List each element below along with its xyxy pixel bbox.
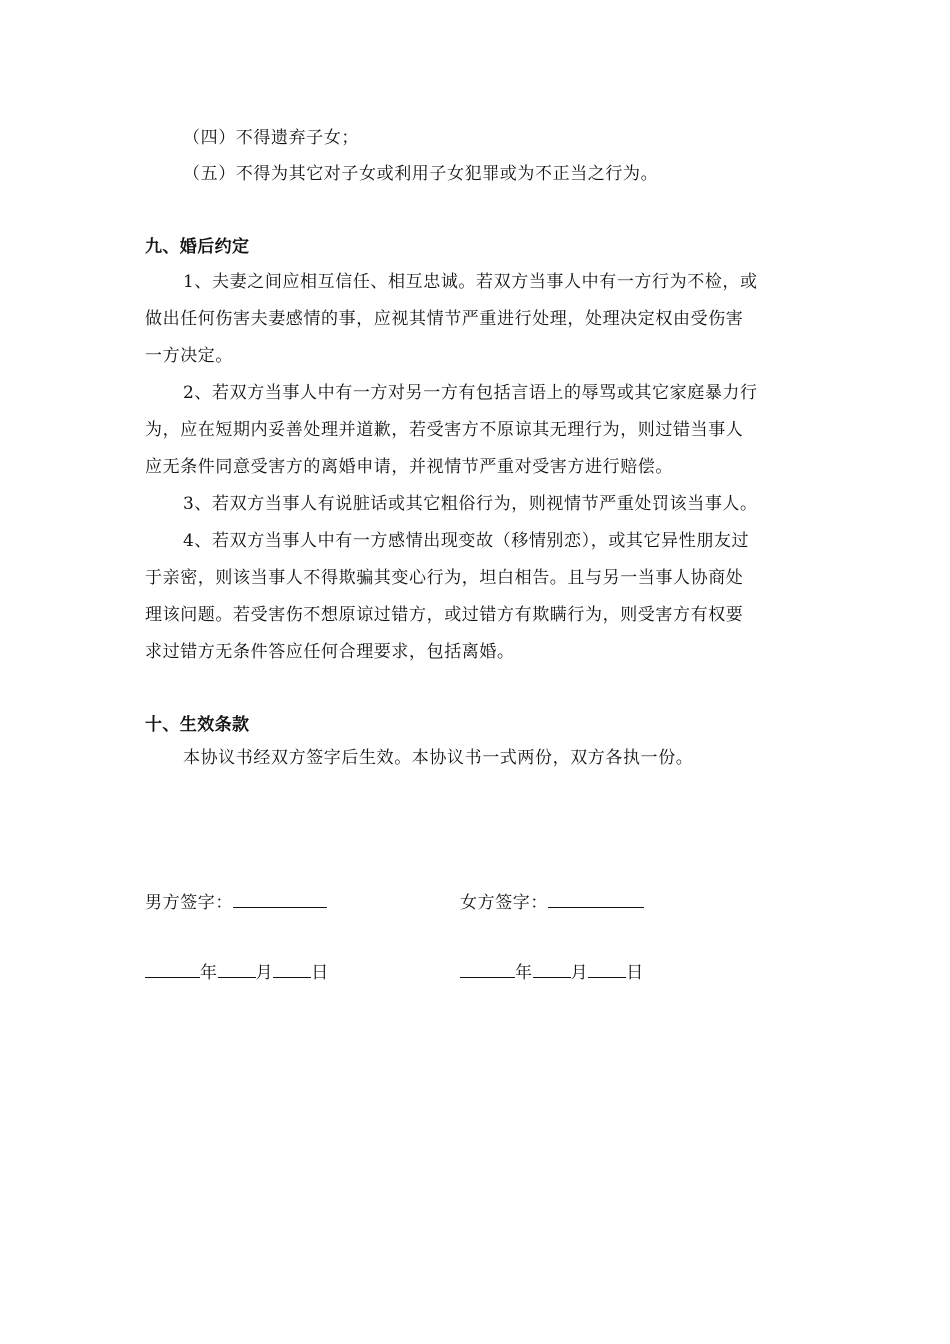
section-10-heading: 十、生效条款 <box>145 715 250 735</box>
section-9-p4-line4: 求过错方无条件答应任何合理要求，包括离婚。 <box>145 642 515 662</box>
section-9-p2-line2: 为，应在短期内妥善处理并道歉，若受害方不原谅其无理行为，则过错当事人 <box>145 420 744 440</box>
section-9-p4-line3: 理该问题。若受害伤不想原谅过错方，或过错方有欺瞒行为，则受害方有权要 <box>145 605 744 625</box>
male-date-year-label: 年 <box>200 963 218 983</box>
male-signature-blank[interactable] <box>233 891 327 908</box>
section-9-p4-line2: 于亲密，则该当事人不得欺骗其变心行为，坦白相告。且与另一当事人协商处 <box>145 568 744 588</box>
section-9-p1-line1: 1、夫妻之间应相互信任、相互忠诚。若双方当事人中有一方行为不检，或 <box>183 272 758 292</box>
female-date-year-label: 年 <box>515 963 533 983</box>
male-date <box>145 961 329 985</box>
male-signature <box>145 891 327 915</box>
section-9-p2-line1: 2、若双方当事人中有一方对另一方有包括言语上的辱骂或其它家庭暴力行 <box>183 383 758 403</box>
item-5: （五）不得为其它对子女或利用子女犯罪或为不正当之行为。 <box>183 164 659 184</box>
section-10-p1: 本协议书经双方签字后生效。本协议书一式两份，双方各执一份。 <box>183 748 694 768</box>
item-4: （四）不得遗弃子女； <box>183 128 359 148</box>
section-9-p1-line2: 做出任何伤害夫妻感情的事，应视其情节严重进行处理，处理决定权由受伤害 <box>145 309 744 329</box>
section-9-p2-line3: 应无条件同意受害方的离婚申请，并视情节严重对受害方进行赔偿。 <box>145 457 673 477</box>
section-9-p4-line1: 4、若双方当事人中有一方感情出现变故（移情别恋），或其它异性朋友过 <box>183 531 750 551</box>
male-date-day-label: 日 <box>311 963 329 983</box>
female-date-month-blank[interactable] <box>533 961 571 978</box>
male-date-month-blank[interactable] <box>218 961 256 978</box>
female-date <box>460 961 644 985</box>
female-signature <box>460 891 644 915</box>
section-9-p1-line3: 一方决定。 <box>145 346 233 366</box>
section-9-p3-line1: 3、若双方当事人有说脏话或其它粗俗行为，则视情节严重处罚该当事人。 <box>183 494 758 514</box>
male-date-year-blank[interactable] <box>145 961 200 978</box>
male-date-day-blank[interactable] <box>273 961 311 978</box>
section-9-heading: 九、婚后约定 <box>145 237 250 257</box>
female-date-day-blank[interactable] <box>588 961 626 978</box>
female-date-year-blank[interactable] <box>460 961 515 978</box>
female-date-month-label: 月 <box>570 963 589 983</box>
female-signature-blank[interactable] <box>548 891 644 908</box>
male-signature-label: 男方签字： <box>145 893 233 913</box>
female-date-day-label: 日 <box>626 963 644 983</box>
female-signature-label: 女方签字： <box>460 893 548 913</box>
male-date-month-label: 月 <box>255 963 274 983</box>
